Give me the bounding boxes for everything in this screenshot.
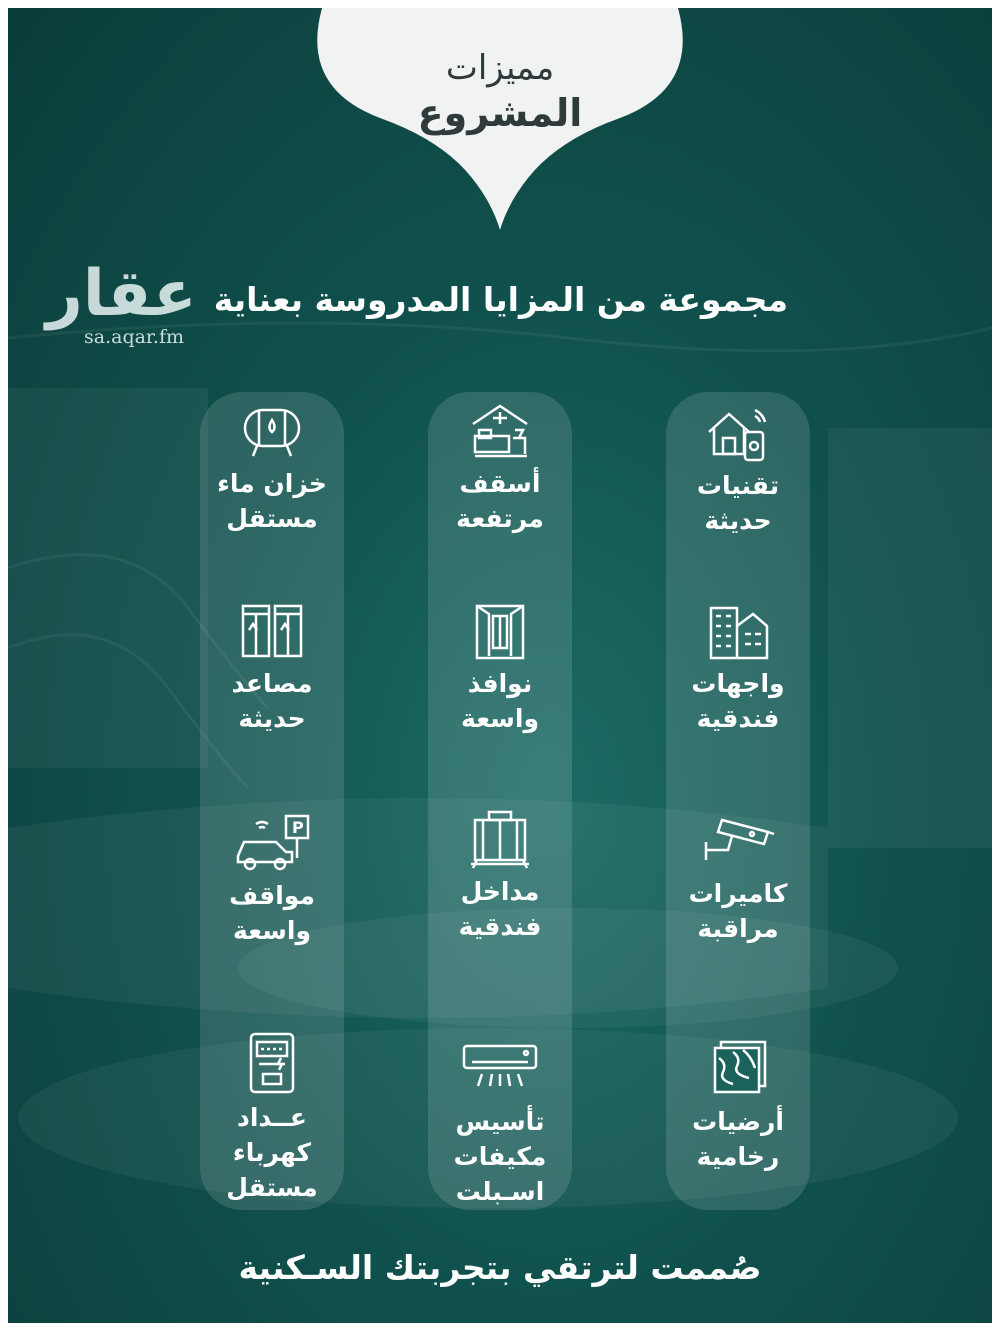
water-tank-icon	[237, 400, 307, 462]
feature-label: كاميرات مراقبة	[688, 879, 788, 943]
entrance-door-icon	[465, 808, 535, 870]
electric-meter-icon	[237, 1030, 307, 1096]
logo-wordmark: عقار	[46, 257, 197, 331]
feature-modern-tech	[666, 402, 810, 538]
subtitle: مجموعة من المزايا المدروسة بعناية	[213, 280, 788, 319]
feature-label: نوافذ واسعة	[461, 669, 539, 733]
feature-hotel-facades	[666, 600, 810, 736]
feature-label: أسقف مرتفعة	[456, 469, 544, 533]
window-icon	[465, 600, 535, 662]
feature-label: مواقف واسعة	[229, 881, 315, 945]
svg-text:P: P	[292, 818, 304, 837]
feature-elevators	[200, 600, 344, 736]
high-ceiling-room-icon	[465, 400, 535, 462]
feature-wide-windows	[428, 600, 572, 736]
feature-parking	[200, 812, 344, 948]
feature-high-ceilings	[428, 400, 572, 536]
badge-title-line1: مميزات	[445, 48, 555, 88]
parking-car-icon	[230, 812, 314, 874]
feature-hotel-entrances	[428, 808, 572, 944]
logo-url: sa.aqar.fm	[84, 326, 185, 348]
feature-water-tank	[200, 400, 344, 536]
feature-label: واجهات فندقية	[691, 669, 785, 733]
feature-label: أرضيات رخامية	[692, 1107, 784, 1171]
elevator-icon	[237, 600, 307, 662]
poster	[8, 8, 992, 1323]
badge-title-line2: المشروع	[417, 91, 583, 135]
feature-label: مصاعد حديثة	[231, 669, 313, 733]
buildings-icon	[703, 600, 773, 662]
feature-label: مداخل فندقية	[458, 877, 542, 941]
feature-electric-meter	[200, 1030, 344, 1205]
smart-home-icon	[703, 402, 773, 464]
feature-marble-floors	[666, 1038, 810, 1174]
security-camera-icon	[698, 810, 778, 872]
feature-label: خزان ماء مستقل	[217, 469, 327, 533]
feature-label: تأسيس مكيفات اسـبلت	[453, 1107, 547, 1206]
feature-label: عــداد كهرباء مستقل	[226, 1103, 318, 1202]
marble-tiles-icon	[703, 1038, 773, 1100]
footer-tagline: صُممت لترتقي بتجربتك السـكنية	[238, 1248, 762, 1287]
title-badge	[400, 46, 600, 136]
split-ac-icon	[458, 1038, 542, 1100]
feature-cameras	[666, 810, 810, 946]
feature-label: تقنيات حديثة	[696, 471, 780, 535]
feature-split-ac	[428, 1038, 572, 1209]
